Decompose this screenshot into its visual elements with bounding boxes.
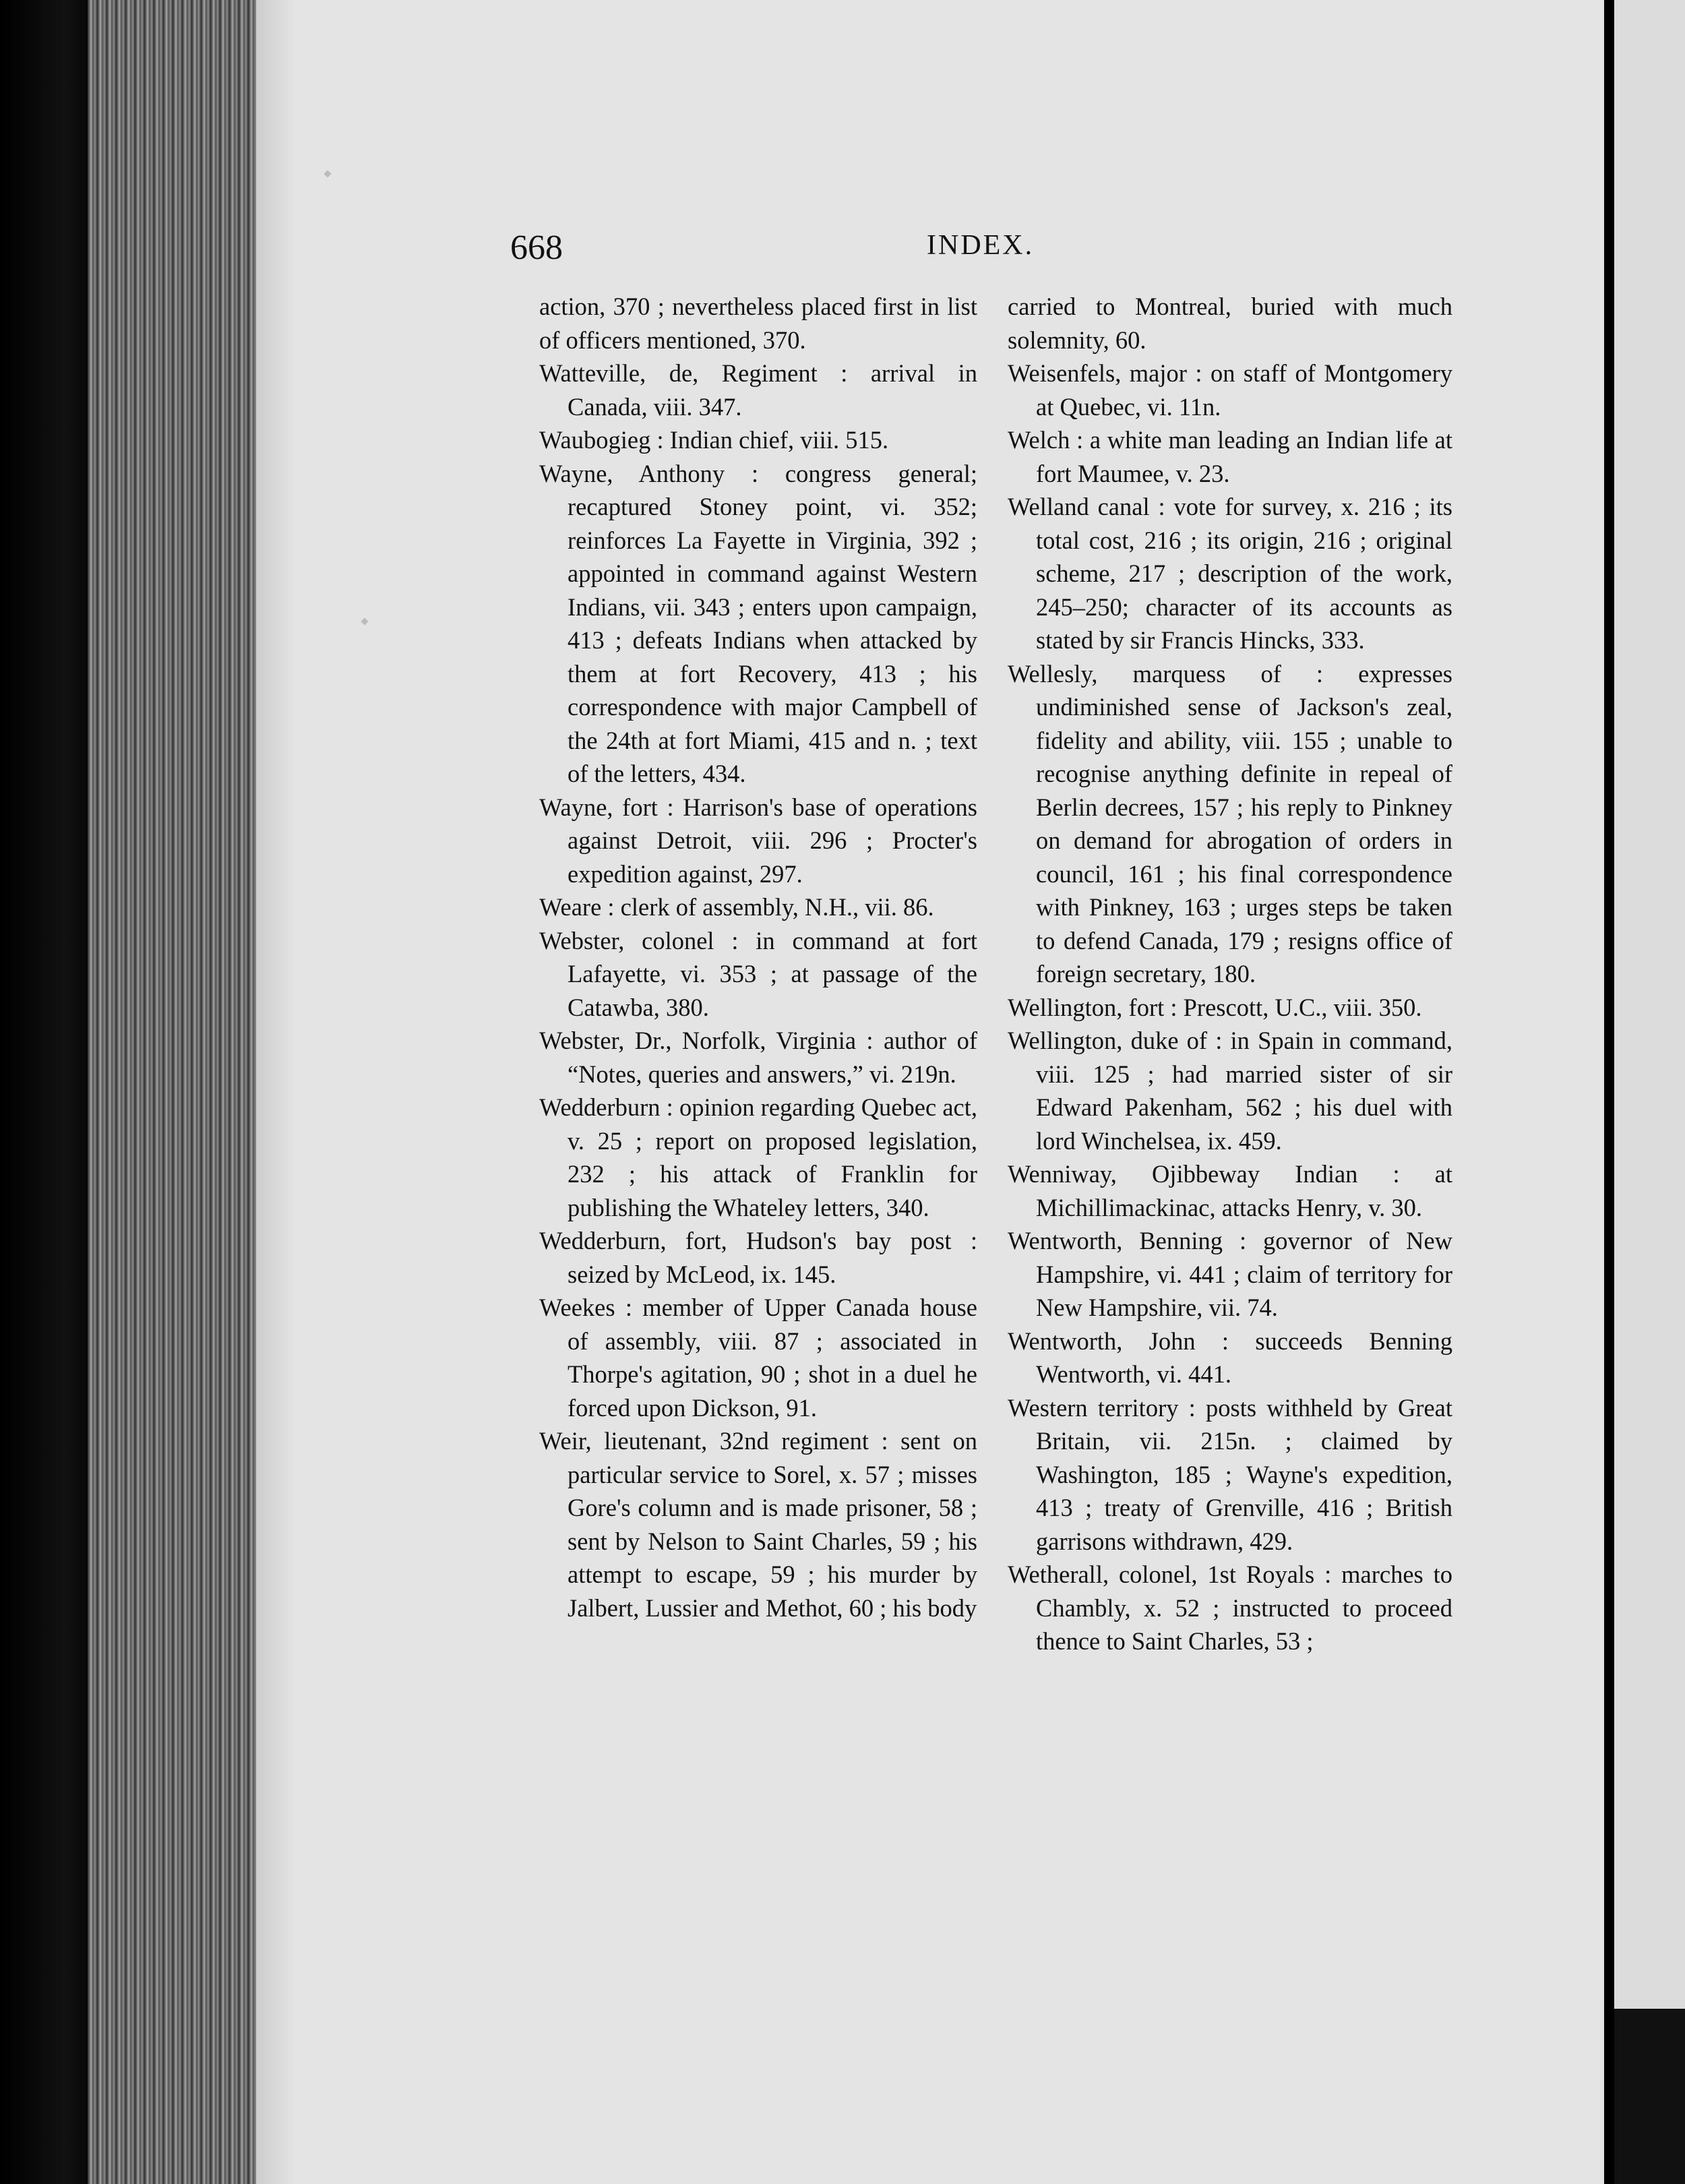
page-header xyxy=(0,228,1685,275)
index-entry: Webster, colonel : in command at fort Lafayette, vi. 353 ; at passage of the Catawba, 380. xyxy=(539,926,977,1021)
index-entry: Welch : a white man leading an Indian life at fort Maumee, v. 23. xyxy=(1008,426,1452,487)
page-gutter xyxy=(1604,0,1614,2184)
index-entry: Wetherall, colonel, 1st Royals : marches to Chambly, x. 52 ; instructed to proceed thence to Saint Charles, 53 ; xyxy=(1008,1560,1452,1655)
index-entry: Western territory : posts withheld by Great Britain, vii. 215n. ; claimed by Washington, 185 ; Wayne's expedition, 413 ; treaty of Grenville, 416 ; British garrisons withdrawn, 429. xyxy=(1008,1393,1452,1555)
index-entry: Wentworth, Benning : governor of New Hampshire, vi. 441 ; claim of territory for New Hampshire, vii. 74. xyxy=(1008,1227,1452,1321)
index-column-left xyxy=(539,290,977,1625)
index-entry: Waubogieg : Indian chief, viii. 515. xyxy=(539,426,889,454)
facing-page-edge xyxy=(1614,0,1685,2009)
index-entry: Wedderburn, fort, Hudson's bay post : seized by McLeod, ix. 145. xyxy=(539,1227,977,1288)
index-entry: Webster, Dr., Norfolk, Virginia : author of “Notes, queries and answers,” vi. 219n. xyxy=(539,1027,977,1088)
index-entry: Wellington, fort : Prescott, U.C., viii. 350. xyxy=(1008,993,1422,1021)
facing-page-shadow xyxy=(1614,2009,1685,2184)
running-head: INDEX. xyxy=(927,230,1035,261)
index-entry: Wellesly, marquess of : expresses undiminished sense of Jackson's zeal, fidelity and ability, viii. 155 ; unable to recognise anything definite in repeal of Berlin decrees, 157 ; his reply to Pinkney on demand for abrogation of orders in council, 161 ; his final correspondence with Pinkney, 163 ; urges steps be taken to defend Canada, 179 ; resigns office of foreign secretary, 180. xyxy=(1008,659,1452,988)
index-column-right xyxy=(1008,290,1452,1658)
index-entry-continuation: carried to Montreal, buried with much solemnity, 60. xyxy=(1008,293,1452,354)
index-entry: Weisenfels, major : on staff of Montgomery at Quebec, vi. 11n. xyxy=(1008,359,1452,421)
index-entry: Welland canal : vote for survey, x. 216 ; its total cost, 216 ; its origin, 216 ; original scheme, 217 ; description of the work, 245–250; character of its accounts as stated by sir Francis Hincks, 333. xyxy=(1008,493,1452,654)
book-page-edges xyxy=(88,0,270,2184)
index-entry-continuation: action, 370 ; nevertheless placed first in list of officers mentioned, 370. xyxy=(539,293,977,354)
index-entry: Wayne, fort : Harrison's base of operations against Detroit, viii. 296 ; Procter's expedition against, 297. xyxy=(539,793,977,888)
index-entry: Weare : clerk of assembly, N.H., vii. 86. xyxy=(539,893,934,921)
index-entry: Wentworth, John : succeeds Benning Wentworth, vi. 441. xyxy=(1008,1327,1452,1388)
index-entry: Wenniway, Ojibbeway Indian : at Michillimackinac, attacks Henry, v. 30. xyxy=(1008,1160,1452,1221)
index-entry: Wedderburn : opinion regarding Quebec act, v. 25 ; report on proposed legislation, 232 ; his attack of Franklin for publishing the Whateley letters, 340. xyxy=(539,1093,977,1221)
page-number: 668 xyxy=(510,229,563,267)
index-entry: Wayne, Anthony : congress general; recaptured Stoney point, vi. 352; reinforces La Fayette in Virginia, 392 ; appointed in command against Western Indians, vii. 343 ; enters upon campaign, 413 ; defeats Indians when attacked by them at fort Recovery, 413 ; his correspondence with major Campbell of the 24th at fort Miami, 415 and n. ; text of the letters, 434. xyxy=(539,459,977,787)
index-entry: Weir, lieutenant, 32nd regiment : sent on particular service to Sorel, x. 57 ; misses Gore's column and is made prisoner, 58 ; sent by Nelson to Saint Charles, 59 ; his attempt to escape, 59 ; his murder by Jalbert, Lussier and Methot, 60 ; his body xyxy=(539,1427,977,1622)
index-entry: Weekes : member of Upper Canada house of assembly, viii. 87 ; associated in Thorpe's agitation, 90 ; shot in a duel he forced upon Dickson, 91. xyxy=(539,1294,977,1422)
index-entry: Wellington, duke of : in Spain in command, viii. 125 ; had married sister of sir Edward Pakenham, 562 ; his duel with lord Winchelsea, ix. 459. xyxy=(1008,1027,1452,1155)
index-entry: Watteville, de, Regiment : arrival in Canada, viii. 347. xyxy=(539,359,977,421)
